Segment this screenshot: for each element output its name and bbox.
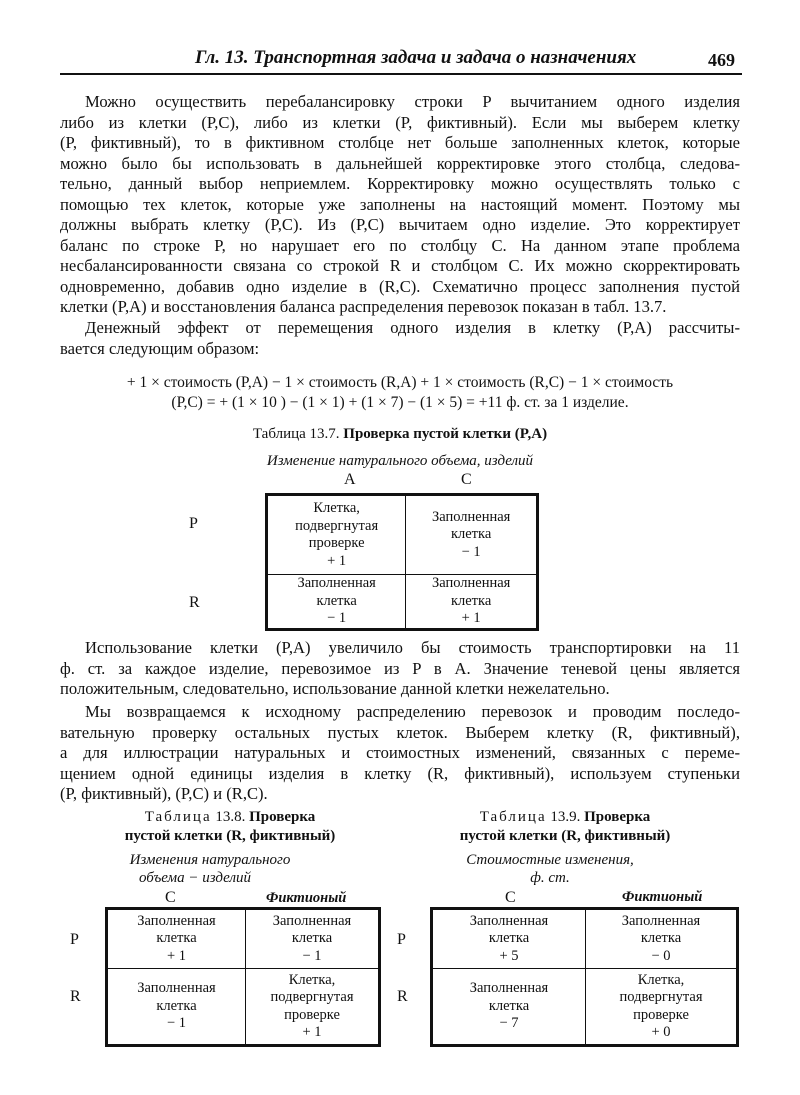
text-line: (P, фиктивный), то в фиктивном столбце нет больше заполненных клеток, которые (60, 133, 740, 152)
table-13-9-caption (415, 808, 715, 846)
row-label-r: R (70, 988, 81, 1005)
text-line: клетки (P,A) и восстановления баланса распределения перевозок показан в табл. 13.7. (60, 297, 667, 316)
table-13-8-subtitle (90, 851, 330, 887)
header-rule (60, 73, 742, 75)
text-line: вательную проверку остальных пустых клеток. Выберем клетку (R, фиктивный), (60, 722, 740, 742)
caption-title: Проверка (249, 809, 316, 825)
table-13-7-subtitle: Изменение натурального объема, изделий (266, 453, 534, 469)
caption-title-2: пустой клетки (R, фиктивный) (124, 828, 336, 844)
cell-r-fictitious: Клетка, подвергнутая проверке + 1 (246, 969, 380, 1046)
col-header-c: C (165, 889, 176, 906)
row-label-p: P (397, 931, 406, 948)
running-header-title: Гл. 13. Транспортная задача и задача о назначениях (195, 47, 637, 68)
text-line: помощью тех клеток, которые уже заполнены на настоящий момент. Поэтому мы (60, 194, 740, 214)
caption-number: 13.8. (215, 809, 246, 825)
text-line: Денежный эффект от перемещения одного изделия в клетку (P,A) рассчиты- (85, 318, 740, 337)
text-line: ф. ст. за каждое изделие, перевозимое из P в A. Значение теневой цены является (60, 658, 740, 678)
subtitle-line-2: ф. ст. (530, 870, 570, 886)
caption-title-2: пустой клетки (R, фиктивный) (459, 828, 671, 844)
caption-prefix: Таблица 13.7. (252, 426, 340, 442)
cell-p-c: Заполненная клетка + 5 (432, 909, 586, 969)
text-line: тельно, данный выбор неприемлем. Корректировку можно осуществлять только с (60, 174, 740, 193)
cell-r-c: Заполненная клетка − 7 (432, 969, 586, 1046)
text-line: должны выбрать клетку (P,C). Из (P,C) вычитаем одно изделие. Это корректирует (60, 215, 740, 234)
cell-p-a: Клетка, подвергнутая проверке + 1 (267, 495, 406, 575)
table-13-9-subtitle (430, 851, 670, 887)
paragraph-money-effect (60, 318, 740, 359)
caption-title: Проверка (584, 809, 651, 825)
text-line: одновременно, добавив одно изделие в (R,C). Схематично процесс заполнения пустой (60, 276, 740, 296)
table-13-8 (105, 907, 381, 1047)
row-label-p: P (70, 931, 79, 948)
text-line: положительным, следовательно, использование данной клетки нежелательно. (60, 679, 610, 698)
col-header-a: A (344, 471, 356, 488)
cell-r-c: Заполненная клетка + 1 (406, 575, 538, 630)
text-line: баланс по строке P, но нарушает его по столбцу C. На данном этапе проблема (60, 235, 740, 255)
subtitle-line-1: Стоимостные изменения, (466, 852, 634, 868)
paragraph-return (60, 702, 740, 805)
table-13-8-caption (80, 808, 380, 846)
cell-p-fictitious: Заполненная клетка − 1 (246, 909, 380, 969)
cell-r-c: Заполненная клетка − 1 (107, 969, 246, 1046)
cell-r-a: Заполненная клетка − 1 (267, 575, 406, 630)
caption-prefix: Таблица (144, 809, 212, 825)
paragraph-rebalancing (60, 92, 740, 318)
formula (60, 373, 740, 413)
text-line: можно было бы использовать в дальнейшей корректировке этого столбца, следова- (60, 153, 740, 173)
text-line: вается следующим образом: (60, 338, 260, 358)
page-number: 469 (708, 50, 735, 70)
table-13-7 (265, 493, 539, 631)
subtitle-line-2: объема − изделий (139, 870, 251, 886)
caption-title: Проверка пустой клетки (P,A) (343, 426, 548, 442)
text-line: а для иллюстрации натуральных и стоимостных изменений, связанных с переме- (60, 743, 740, 762)
col-header-c: C (461, 471, 472, 488)
text-line: Можно осуществить перебалансировку строки P вычитанием одного изделия (85, 92, 740, 111)
subtitle-line-1: Изменения натурального (129, 852, 291, 868)
text-line: несбалансированности связана со строкой R и столбцом C. Их можно скорректировать (60, 256, 740, 275)
formula-line-1: + 1 × стоимость (P,A) − 1 × стоимость (R,A) + 1 × стоимость (R,C) − 1 × стоимость (126, 374, 674, 391)
formula-line-2: (P,C) = + (1 × 10 ) − (1 × 1) + (1 × 7) − (1 × 5) = +11 ф. ст. за 1 изделие. (171, 394, 629, 411)
col-header-fictitious: Фиктионый (622, 889, 703, 905)
text-line: Использование клетки (P,A) увеличило бы стоимость транспортировки на 11 (85, 638, 740, 657)
table-13-7-caption (60, 426, 740, 443)
cell-p-c: Заполненная клетка + 1 (107, 909, 246, 969)
paragraph-usage (60, 638, 740, 700)
row-label-r: R (189, 594, 200, 611)
cell-p-c: Заполненная клетка − 1 (406, 495, 538, 575)
cell-p-fictitious: Заполненная клетка − 0 (586, 909, 738, 969)
text-line: либо из клетки (P,C), либо из клетки (P, фиктивный). Если мы выберем клетку (60, 112, 740, 132)
row-label-p: P (189, 515, 198, 532)
caption-number: 13.9. (550, 809, 581, 825)
cell-r-fictitious: Клетка, подвергнутая проверке + 0 (586, 969, 738, 1046)
caption-prefix: Таблица (479, 809, 547, 825)
row-label-r: R (397, 988, 408, 1005)
text-line: Мы возвращаемся к исходному распределению перевозок и проводим последо- (85, 702, 740, 721)
col-header-fictitious: Фиктионый (266, 890, 347, 906)
text-line: щением одной единицы изделия в клетку (R, фиктивный), используем ступеньки (60, 763, 740, 783)
text-line: (P, фиктивный), (P,C) и (R,C). (60, 784, 268, 803)
col-header-c: C (505, 889, 516, 906)
table-13-9 (430, 907, 739, 1047)
